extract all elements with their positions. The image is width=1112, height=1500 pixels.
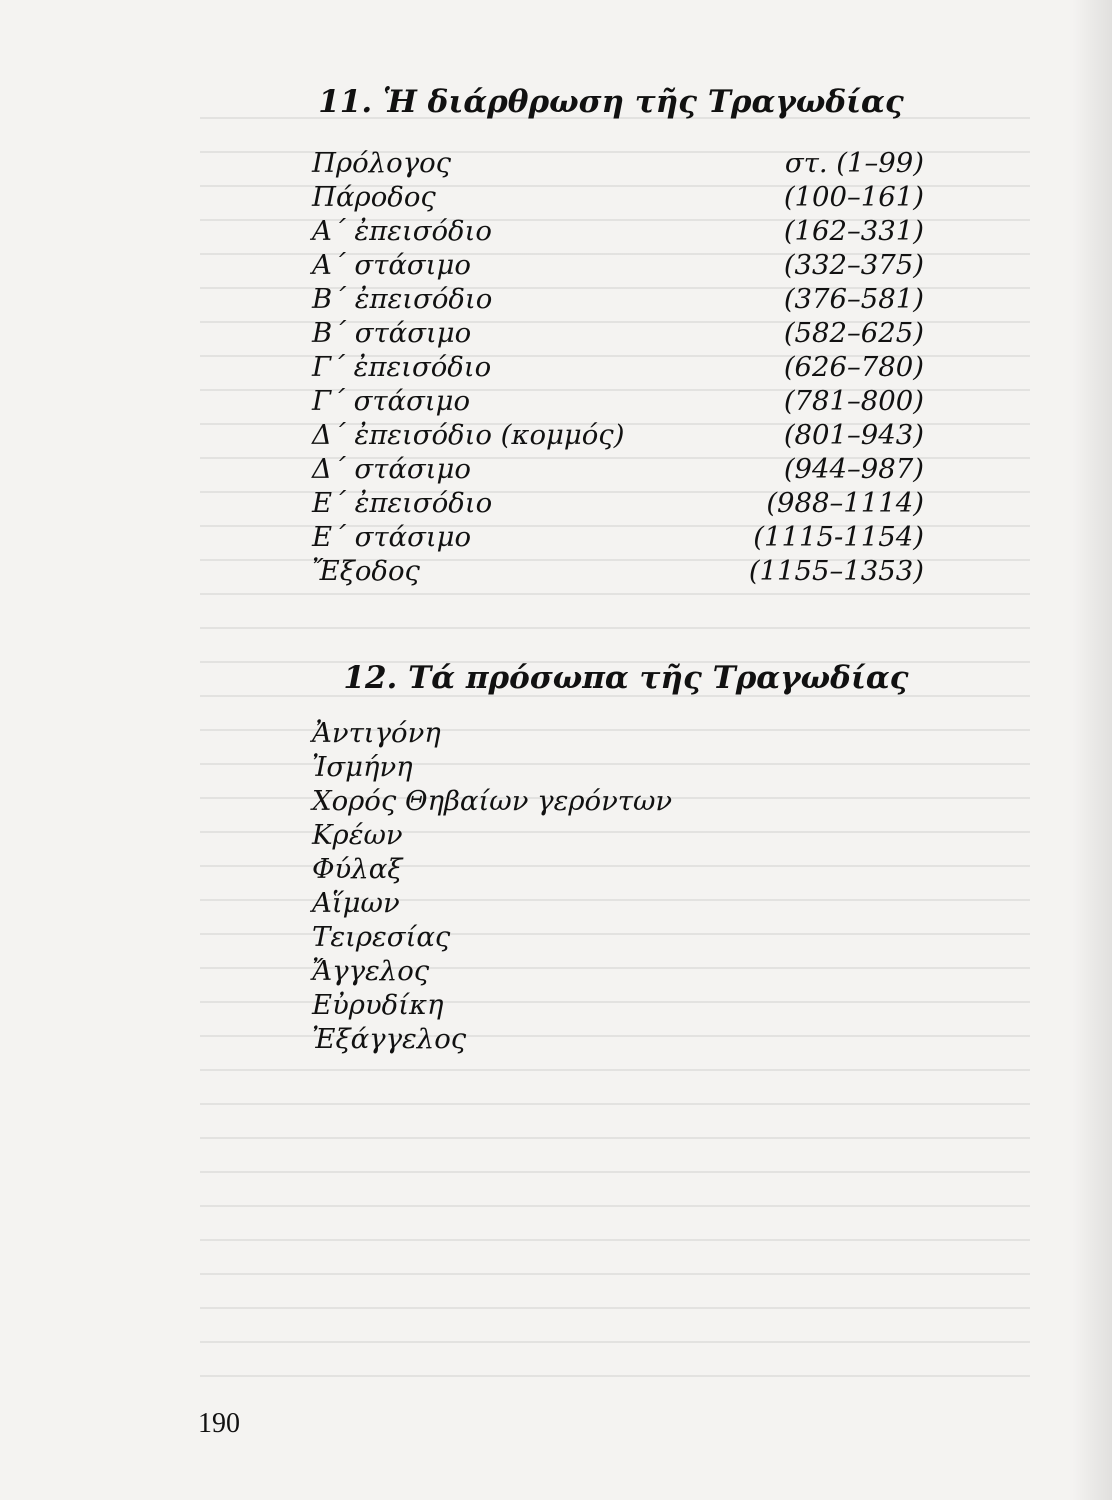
structure-part: Β΄ στάσιμο <box>312 317 472 349</box>
structure-verses: (626–780) <box>783 351 924 383</box>
structure-row <box>312 452 924 486</box>
structure-row <box>312 180 924 214</box>
structure-verses: (944–987) <box>783 453 924 485</box>
structure-part: Ε΄ ἐπεισόδιο <box>312 487 493 519</box>
characters-list <box>312 716 812 1056</box>
structure-verses: (1155–1353) <box>748 555 924 587</box>
section-11-heading: 11. Ἡ διάρθρωση τῆς Τραγωδίας <box>318 84 904 120</box>
structure-row <box>312 418 924 452</box>
structure-row <box>312 282 924 316</box>
structure-verses: (376–581) <box>783 283 924 315</box>
structure-verses: (781–800) <box>783 385 924 417</box>
character-item: Εὐρυδίκη <box>312 989 444 1021</box>
structure-row <box>312 146 924 180</box>
structure-part: Α΄ ἐπεισόδιο <box>312 215 492 247</box>
structure-row <box>312 384 924 418</box>
structure-row <box>312 248 924 282</box>
structure-part: Πάροδος <box>312 181 436 213</box>
structure-row <box>312 316 924 350</box>
character-item: Φύλαξ <box>312 853 403 885</box>
structure-part: Δ΄ στάσιμο <box>312 453 471 485</box>
character-item: Ἄγγελος <box>312 955 430 987</box>
structure-verses: (582–625) <box>783 317 924 349</box>
structure-part: Β΄ ἐπεισόδιο <box>312 283 493 315</box>
character-item: Αἵμων <box>312 887 400 919</box>
structure-part: Πρόλογος <box>312 147 452 179</box>
structure-verses: (1115-1154) <box>753 521 924 553</box>
structure-part: Ἔξοδος <box>312 555 420 587</box>
character-item: Ἰσμήνη <box>312 751 413 783</box>
structure-row <box>312 520 924 554</box>
structure-verses: στ. (1–99) <box>784 147 924 179</box>
character-item: Ἐξάγγελος <box>312 1023 467 1055</box>
character-item: Χορός Θηβαίων γερόντων <box>312 785 673 817</box>
structure-row <box>312 486 924 520</box>
structure-verses: (162–331) <box>783 215 924 247</box>
character-item: Κρέων <box>312 819 403 851</box>
page-number: 190 <box>198 1408 240 1439</box>
structure-part: Δ΄ ἐπεισόδιο (κομμός) <box>312 419 625 451</box>
structure-part: Γ΄ ἐπεισόδιο <box>312 351 492 383</box>
structure-row <box>312 554 924 588</box>
section-12-heading: 12. Τά πρόσωπα τῆς Τραγωδίας <box>343 660 909 696</box>
structure-row <box>312 350 924 384</box>
structure-verses: (332–375) <box>783 249 924 281</box>
character-item: Τειρεσίας <box>312 921 451 953</box>
structure-verses: (801–943) <box>783 419 924 451</box>
page-edge-shadow <box>1072 0 1112 1500</box>
structure-verses: (100–161) <box>783 181 924 213</box>
structure-part: Ε΄ στάσιμο <box>312 521 472 553</box>
structure-row <box>312 214 924 248</box>
structure-part: Α΄ στάσιμο <box>312 249 471 281</box>
structure-part: Γ΄ στάσιμο <box>312 385 471 417</box>
structure-verses: (988–1114) <box>766 487 924 519</box>
structure-table <box>312 146 924 588</box>
character-item: Ἀντιγόνη <box>312 717 441 749</box>
